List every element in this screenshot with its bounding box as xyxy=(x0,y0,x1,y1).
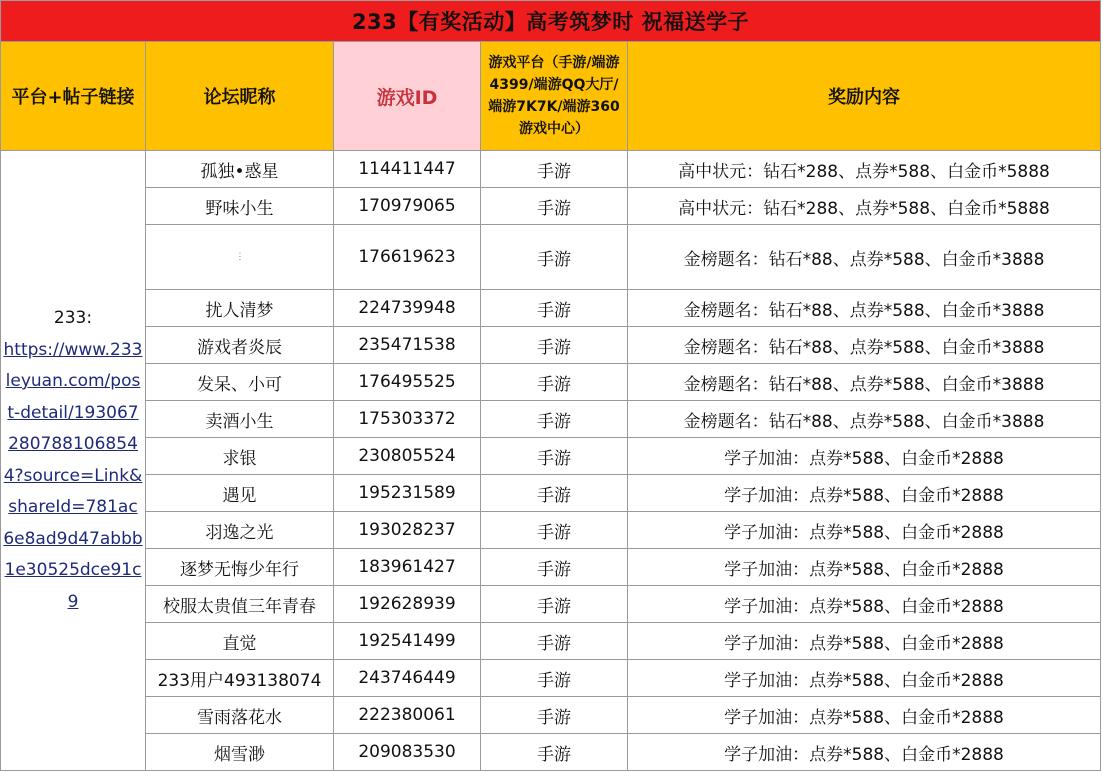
platform-cell: 手游 xyxy=(481,364,628,401)
game-id-cell: 195231589 xyxy=(334,475,481,512)
header-row xyxy=(1,42,1101,151)
game-id-cell: 224739948 xyxy=(334,290,481,327)
nickname-cell: 游戏者炎辰 xyxy=(146,327,334,364)
nickname-cell: 发呆、小可 xyxy=(146,364,334,401)
reward-cell: 学子加油：点券*588、白金币*2888 xyxy=(628,623,1101,660)
table-row xyxy=(1,225,1101,290)
header-game-id: 游戏ID xyxy=(334,42,481,151)
page-title: 233【有奖活动】高考筑梦时 祝福送学子 xyxy=(1,1,1101,42)
reward-cell: 学子加油：点券*588、白金币*2888 xyxy=(628,586,1101,623)
nickname-cell: 直觉 xyxy=(146,623,334,660)
title-row xyxy=(1,1,1101,42)
platform-cell: 手游 xyxy=(481,225,628,290)
game-id-cell: 192628939 xyxy=(334,586,481,623)
platform-cell: 手游 xyxy=(481,512,628,549)
reward-cell: 学子加油：点券*588、白金币*2888 xyxy=(628,512,1101,549)
table-row xyxy=(1,512,1101,549)
table-row xyxy=(1,475,1101,512)
nickname-cell: 烟雪渺 xyxy=(146,734,334,771)
reward-cell: 金榜题名：钻石*88、点券*588、白金币*3888 xyxy=(628,327,1101,364)
table-row xyxy=(1,151,1101,188)
table-row xyxy=(1,364,1101,401)
reward-cell: 学子加油：点券*588、白金币*2888 xyxy=(628,660,1101,697)
platform-cell: 手游 xyxy=(481,475,628,512)
reward-cell: 金榜题名：钻石*88、点券*588、白金币*3888 xyxy=(628,290,1101,327)
game-id-cell: 170979065 xyxy=(334,188,481,225)
nickname-cell: 雪雨落花水 xyxy=(146,697,334,734)
table-row xyxy=(1,327,1101,364)
platform-cell: 手游 xyxy=(481,401,628,438)
table-row xyxy=(1,586,1101,623)
nickname-cell: 遇见 xyxy=(146,475,334,512)
game-id-cell: 175303372 xyxy=(334,401,481,438)
reward-cell: 学子加油：点券*588、白金币*2888 xyxy=(628,697,1101,734)
reward-cell: 学子加油：点券*588、白金币*2888 xyxy=(628,475,1101,512)
platform-cell: 手游 xyxy=(481,151,628,188)
nickname-cell: 卖酒小生 xyxy=(146,401,334,438)
table-row xyxy=(1,660,1101,697)
table-row xyxy=(1,549,1101,586)
table-row xyxy=(1,401,1101,438)
reward-cell: 高中状元：钻石*288、点券*588、白金币*5888 xyxy=(628,188,1101,225)
table-row xyxy=(1,290,1101,327)
nickname-cell: 逐梦无悔少年行 xyxy=(146,549,334,586)
reward-cell: 学子加油：点券*588、白金币*2888 xyxy=(628,734,1101,771)
game-id-cell: 243746449 xyxy=(334,660,481,697)
nickname-cell: 孤独•惑星 xyxy=(146,151,334,188)
game-id-cell: 176495525 xyxy=(334,364,481,401)
nickname-cell: 校服太贵值三年青春 xyxy=(146,586,334,623)
table-row xyxy=(1,188,1101,225)
nickname-cell: 求银 xyxy=(146,438,334,475)
post-link-cell xyxy=(1,151,146,771)
table-row xyxy=(1,697,1101,734)
reward-cell: 金榜题名：钻石*88、点券*588、白金币*3888 xyxy=(628,401,1101,438)
nickname-cell xyxy=(146,225,334,290)
platform-cell: 手游 xyxy=(481,549,628,586)
reward-cell: 金榜题名：钻石*88、点券*588、白金币*3888 xyxy=(628,225,1101,290)
header-platform: 游戏平台（手游/端游4399/端游QQ大厅/端游7K7K/端游360游戏中心） xyxy=(481,42,628,151)
platform-cell: 手游 xyxy=(481,586,628,623)
reward-cell: 学子加油：点券*588、白金币*2888 xyxy=(628,549,1101,586)
table-row xyxy=(1,438,1101,475)
game-id-cell: 183961427 xyxy=(334,549,481,586)
header-nickname: 论坛昵称 xyxy=(146,42,334,151)
platform-cell: 手游 xyxy=(481,438,628,475)
game-id-cell: 222380061 xyxy=(334,697,481,734)
game-id-cell: 192541499 xyxy=(334,623,481,660)
platform-cell: 手游 xyxy=(481,290,628,327)
platform-cell: 手游 xyxy=(481,623,628,660)
platform-cell: 手游 xyxy=(481,734,628,771)
header-reward: 奖励内容 xyxy=(628,42,1101,151)
platform-cell: 手游 xyxy=(481,660,628,697)
game-id-cell: 193028237 xyxy=(334,512,481,549)
platform-label: 233: xyxy=(53,308,93,328)
reward-cell: 学子加油：点券*588、白金币*2888 xyxy=(628,438,1101,475)
platform-cell: 手游 xyxy=(481,327,628,364)
table-row xyxy=(1,623,1101,660)
game-id-cell: 235471538 xyxy=(334,327,481,364)
platform-cell: 手游 xyxy=(481,188,628,225)
game-id-cell: 230805524 xyxy=(334,438,481,475)
table-row xyxy=(1,734,1101,771)
reward-cell: 金榜题名：钻石*88、点券*588、白金币*3888 xyxy=(628,364,1101,401)
game-id-cell: 209083530 xyxy=(334,734,481,771)
nickname-cell: 扰人清梦 xyxy=(146,290,334,327)
game-id-cell: 114411447 xyxy=(334,151,481,188)
platform-cell: 手游 xyxy=(481,697,628,734)
post-link[interactable]: https://www.233leyuan.com/post-detail/1930672807881068544?source=Link&shareId=781ac6e8ad9d47abbb1e30525dce91c9 xyxy=(3,339,143,612)
nickname-cell: 野味小生 xyxy=(146,188,334,225)
header-link: 平台+帖子链接 xyxy=(1,42,146,151)
nickname-cell: 233用户493138074 xyxy=(146,660,334,697)
nickname-text: ··· xyxy=(235,252,244,262)
reward-cell: 高中状元：钻石*288、点券*588、白金币*5888 xyxy=(628,151,1101,188)
game-id-cell: 176619623 xyxy=(334,225,481,290)
nickname-cell: 羽逸之光 xyxy=(146,512,334,549)
